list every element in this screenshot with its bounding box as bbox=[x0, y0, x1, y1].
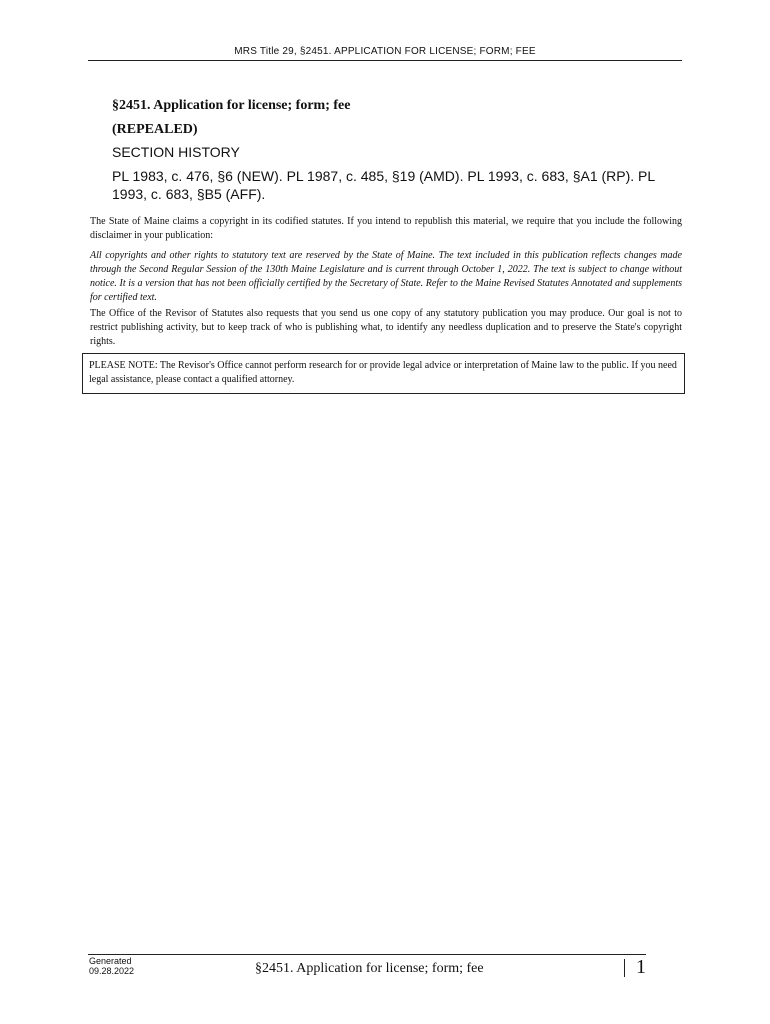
copyright-disclaimer: All copyrights and other rights to statutory text are reserved by the State of Maine. The text included in this publication reflects changes made through the Second Regular Session of the 130th Maine Legislature and is current through October 1, 2022. The text is subject to change without notice. It is a version that has not been officially certified by the Secretary of State. Refer to the Maine Revised Statutes Annotated and supplements for certified text. bbox=[90, 250, 682, 303]
generated-date: 09.28.2022 bbox=[89, 966, 135, 976]
please-note-box bbox=[82, 353, 685, 394]
section-history-title: SECTION HISTORY bbox=[112, 144, 240, 160]
page-number-divider bbox=[624, 959, 625, 977]
repealed-status: (REPEALED) bbox=[112, 122, 198, 137]
copyright-claim: The State of Maine claims a copyright in its codified statutes. If you intend to republish this material, we require that you include the following disclaimer in your publication: bbox=[90, 216, 682, 241]
footer-title: §2451. Application for license; form; fee bbox=[255, 961, 484, 976]
section-heading: §2451. Application for license; form; fee bbox=[112, 98, 351, 113]
please-note-text: PLEASE NOTE: The Revisor's Office cannot perform research for or provide legal advice or interpretation of Maine law to the public. If you need legal assistance, please contact a qualified attorney. bbox=[89, 360, 677, 385]
revisor-request: The Office of the Revisor of Statutes also requests that you send us one copy of any statutory publication you may produce. Our goal is not to restrict publishing activity, but to keep track of who is publishing what, to identify any needless duplication and to preserve the State's copyright rights. bbox=[90, 308, 682, 347]
header-rule bbox=[88, 60, 682, 61]
page-number: 1 bbox=[636, 956, 646, 978]
section-history-text: PL 1983, c. 476, §6 (NEW). PL 1987, c. 485, §19 (AMD). PL 1993, c. 683, §A1 (RP). PL 1993, c. 683, §B5 (AFF). bbox=[112, 168, 655, 202]
generated-label: Generated bbox=[89, 956, 132, 966]
running-header: MRS Title 29, §2451. APPLICATION FOR LICENSE; FORM; FEE bbox=[234, 46, 536, 57]
footer-rule bbox=[88, 954, 646, 955]
